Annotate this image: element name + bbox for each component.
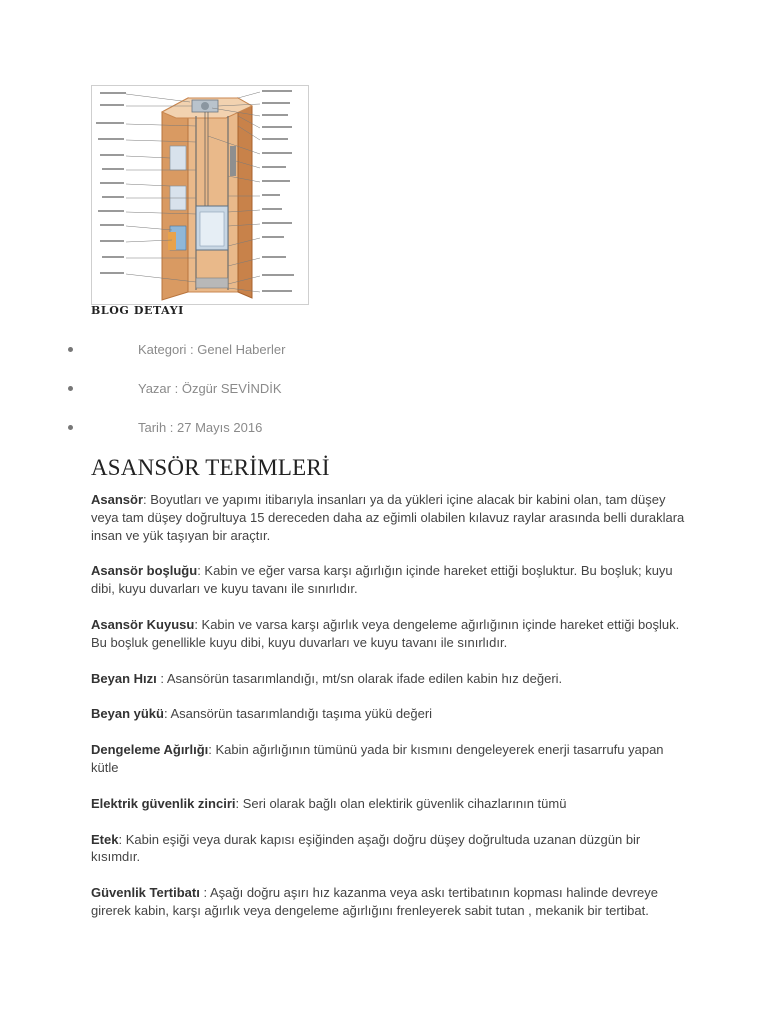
- term-definition: : Seri olarak bağlı olan elektirik güvenlik cihazlarının tümü: [235, 795, 567, 811]
- term-definition: : Kabin ve varsa karşı ağırlık veya dengeleme ağırlığının içinde hareket ettiği boşluk. Bu boşluk genellikle kuyu dibi, kuyu duvarları ve kuyu tavanı ile sınırlıdır.: [91, 616, 680, 650]
- term-name: Asansör Kuyusu: [91, 616, 195, 632]
- term-entry: [91, 562, 686, 598]
- term-entry: [91, 705, 686, 723]
- elevator-diagram-image: [91, 85, 309, 305]
- term-entry: [91, 616, 686, 652]
- term-definition: : Aşağı doğru aşırı hız kazanma veya askı tertibatının kopması halinde devreye girerek kabin, karşı ağırlık veya dengeleme ağırlığını frenleyerek sabit tutan , mekanik bir tertibat.: [91, 885, 658, 918]
- term-definition: : Kabin eşiği veya durak kapısı eşiğinden aşağı doğru düşey doğrultuda uzanan düzgün bir kısımdır.: [91, 831, 641, 865]
- term-list: [91, 491, 686, 938]
- term-name: Güvenlik Tertibatı: [91, 885, 200, 901]
- meta-label: Kategori: [138, 342, 187, 357]
- term-name: Beyan Hızı: [91, 670, 157, 686]
- term-entry: [91, 670, 686, 688]
- elevator-shaft-illustration: [92, 86, 308, 304]
- bullet-dot: [68, 386, 73, 391]
- term-name: Asansör: [91, 492, 144, 507]
- bullet-dot: [68, 425, 73, 430]
- term-name: Beyan yükü: [91, 706, 164, 722]
- term-name: Dengeleme Ağırlığı: [91, 742, 209, 758]
- meta-label: Tarih: [138, 420, 167, 435]
- term-entry: [91, 491, 686, 544]
- term-definition: : Kabin ağırlığının tümünü yada bir kısmını dengeleyerek enerji tasarrufu yapan kütle: [91, 742, 664, 775]
- blog-detail-title: BLOG DETAYI: [91, 304, 184, 317]
- bullet-dot: [68, 347, 73, 352]
- term-name: Etek: [91, 831, 119, 847]
- term-name: Elektrik güvenlik zinciri: [91, 795, 236, 811]
- term-definition: : Boyutları ve yapımı itibarıyla insanları ya da yükleri içine alacak bir kabini olan, tam düşey veya tam düşey doğrultuya 15 dereceden daha az eğimli olabilen kılavuz raylar arasında belli duraklara insan ve yük taşıyan bir araçtır.: [91, 492, 685, 543]
- term-name: Asansör boşluğu: [91, 563, 198, 579]
- meta-value: Özgür SEVİNDİK: [181, 381, 282, 396]
- meta-category-text: Kategori : Genel Haberler: [138, 342, 286, 357]
- term-entry: [91, 795, 686, 813]
- meta-value: Genel Haberler: [197, 342, 286, 357]
- meta-label: Yazar: [138, 381, 171, 396]
- post-meta-list: [0, 340, 768, 457]
- article-heading: ASANSÖR TERİMLERİ: [91, 455, 330, 480]
- term-definition: : Asansörün tasarımlandığı, mt/sn olarak ifade edilen kabin hız değeri.: [156, 670, 563, 686]
- meta-value: 27 Mayıs 2016: [177, 420, 263, 435]
- meta-date-text: Tarih : 27 Mayıs 2016: [138, 420, 263, 435]
- meta-date: [0, 418, 768, 457]
- term-entry: [91, 741, 686, 777]
- meta-author: [0, 379, 768, 418]
- meta-category: [0, 340, 768, 379]
- meta-author-text: Yazar : Özgür SEVİNDİK: [138, 381, 282, 396]
- term-entry: [91, 831, 686, 867]
- term-definition: : Kabin ve eğer varsa karşı ağırlığın içinde hareket ettiği boşluktur. Bu boşluk; kuyu dibi, kuyu duvarları ve kuyu tavanı ile sınırlıdır.: [91, 563, 673, 597]
- term-entry: [91, 884, 686, 920]
- term-definition: : Asansörün tasarımlandığı taşıma yükü değeri: [163, 706, 433, 722]
